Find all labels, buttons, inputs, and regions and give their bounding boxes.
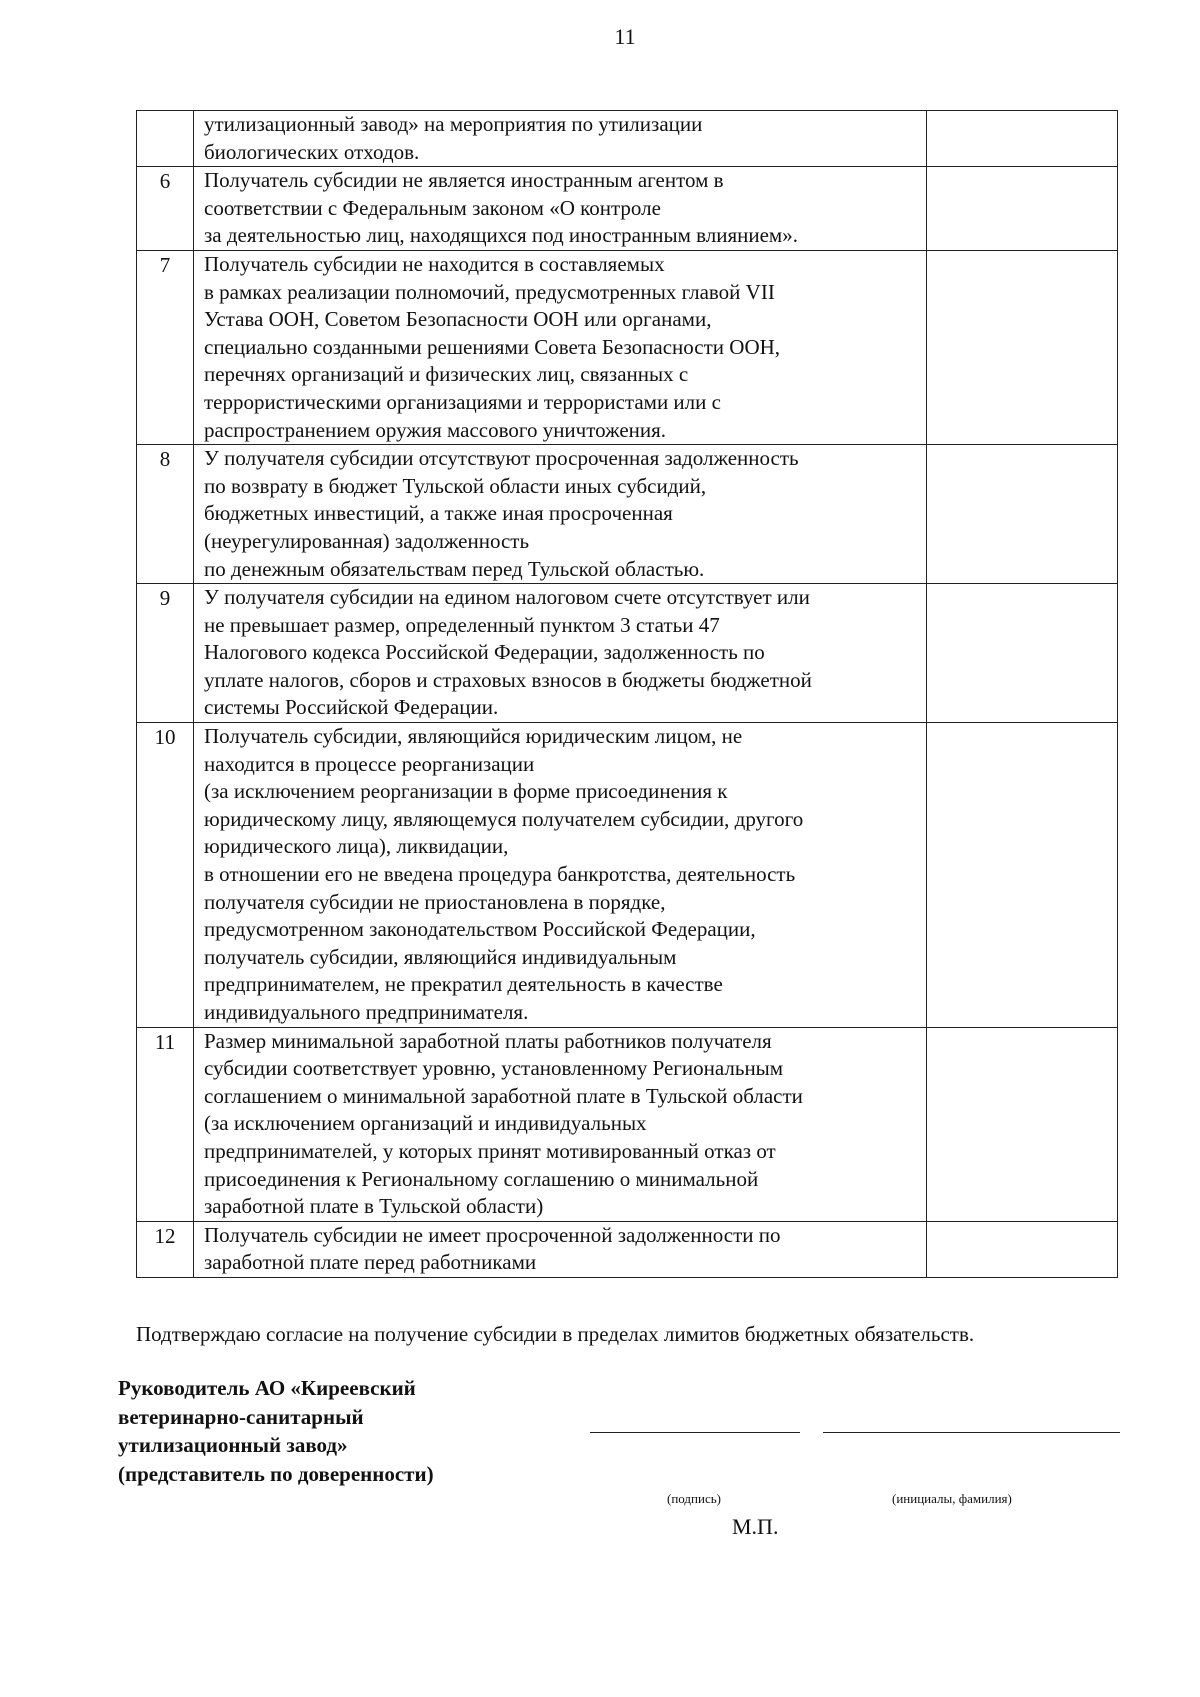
condition-text-line: получатель субсидии, являющийся индивидуальным [204,944,677,969]
condition-text-line: Устава ООН, Советом Безопасности ООН или органами, [204,307,712,332]
condition-text-line: соглашением о минимальной заработной плате в Тульской области [204,1083,803,1108]
condition-text-line: заработной плате перед работниками [204,1250,537,1275]
confirmation-cell[interactable] [927,1027,1118,1221]
condition-text-line: получателя субсидии не приостановлена в порядке, [204,889,666,914]
condition-text-line: по денежным обязательствам перед Тульской областью. [204,556,705,581]
condition-text-line: уплате налогов, сборов и страховых взносов в бюджеты бюджетной [204,667,812,692]
condition-text-line: биологических отходов. [204,139,420,164]
row-number: 10 [137,723,194,1028]
condition-text-line: специально созданными решениями Совета Безопасности ООН, [204,334,781,359]
condition-text-line: индивидуального предпринимателя. [204,1000,529,1024]
condition-text-line: заработной плате в Тульской области) [204,1194,544,1219]
row-number [137,111,194,167]
consent-statement: Подтверждаю согласие на получение субсидии в пределах лимитов бюджетных обязательств. [136,1322,975,1346]
condition-text-line: за деятельностью лиц, находящихся под иностранным влиянием». [204,223,798,248]
row-number: 7 [137,250,194,444]
condition-text-line: Получатель субсидии, являющийся юридическим лицом, не [204,724,743,749]
name-line [823,1432,1120,1433]
condition-text-line: не превышает размер, определенный пунктом 3 статьи 47 [204,612,720,637]
condition-text-line: перечнях организаций и физических лиц, связанных с [204,362,689,387]
condition-text-line: Размер минимальной заработной платы работников получателя [204,1028,772,1053]
confirmation-cell[interactable] [927,723,1118,1028]
condition-text-line: по возврату в бюджет Тульской области иных субсидий, [204,473,707,498]
row-number: 9 [137,584,194,723]
condition-text-line: соответствии с Федеральным законом «О контроле [204,195,661,220]
condition-text-line: Налогового кодекса Российской Федерации, задолженность по [204,640,765,665]
table-row [137,445,1118,584]
condition-text [194,1027,927,1221]
confirmation-cell[interactable] [927,445,1118,584]
condition-text-line: предусмотренном законодательством Российской Федерации, [204,917,756,942]
signature-line [590,1432,800,1433]
condition-text [194,167,927,251]
condition-text-line: в отношении его не введена процедура банкротства, деятельность [204,862,796,887]
table-row [137,584,1118,723]
condition-text [194,250,927,444]
confirmation-cell[interactable] [927,584,1118,723]
table-row [137,111,1118,167]
signer-title [118,1374,434,1488]
signer-title-line: утилизационный завод» [118,1433,348,1457]
condition-text-line: утилизационный завод» на мероприятия по утилизации [204,112,703,136]
row-number: 6 [137,167,194,251]
condition-text-line: У получателя субсидии на едином налоговом счете отсутствует или [204,585,810,610]
conditions-table-body [137,111,1118,1278]
condition-text [194,445,927,584]
signer-title-line: ветеринарно-санитарный [118,1404,364,1429]
condition-text-line: бюджетных инвестиций, а также иная просроченная [204,501,673,526]
table-row [137,167,1118,251]
table-row [137,1027,1118,1221]
signature-caption: (подпись) [667,1491,721,1506]
condition-text-line: присоединения к Региональному соглашению о минимальной [204,1166,759,1191]
condition-text [194,1221,927,1277]
condition-text-line: в рамках реализации полномочий, предусмотренных главой VII [204,279,775,304]
condition-text-line: (за исключением организаций и индивидуальных [204,1111,647,1136]
condition-text [194,723,927,1028]
condition-text-line: юридического лица), ликвидации, [204,834,509,859]
confirmation-cell[interactable] [927,167,1118,251]
table-row [137,1221,1118,1277]
row-number: 12 [137,1221,194,1277]
name-caption: (инициалы, фамилия) [892,1491,1012,1506]
condition-text-line: находится в процессе реорганизации [204,751,535,776]
confirmation-cell[interactable] [927,250,1118,444]
condition-text-line: У получателя субсидии отсутствуют просроченная задолженность [204,446,799,471]
condition-text [194,111,927,167]
condition-text-line: субсидии соответствует уровню, установленному Региональным [204,1056,784,1081]
page-number: 11 [614,24,636,49]
stamp-placeholder: М.П. [732,1514,779,1539]
confirmation-cell[interactable] [927,111,1118,167]
condition-text-line: предпринимателей, у которых принят мотивированный отказ от [204,1138,776,1163]
table-row [137,723,1118,1028]
condition-text-line: Получатель субсидии не находится в составляемых [204,251,665,276]
row-number: 11 [137,1027,194,1221]
condition-text-line: предпринимателем, не прекратил деятельность в качестве [204,972,723,997]
condition-text-line: (за исключением реорганизации в форме присоединения к [204,779,728,804]
condition-text-line: распространением оружия массового уничтожения. [204,417,667,442]
condition-text-line: Получатель субсидии не является иностранным агентом в [204,168,724,193]
condition-text-line: юридическому лицу, являющемуся получателем субсидии, другого [204,806,804,831]
condition-text-line: Получатель субсидии не имеет просроченной задолженности по [204,1222,781,1247]
table-row [137,250,1118,444]
condition-text-line: системы Российской Федерации. [204,695,499,720]
signer-title-line: (представитель по доверенности) [118,1461,434,1486]
row-number: 8 [137,445,194,584]
condition-text-line: (неурегулированная) задолженность [204,528,530,553]
signer-title-line: Руководитель АО «Киреевский [118,1376,416,1400]
condition-text-line: террористическими организациями и террористами или с [204,389,721,414]
condition-text [194,584,927,723]
confirmation-cell[interactable] [927,1221,1118,1277]
conditions-table [136,110,1118,1278]
